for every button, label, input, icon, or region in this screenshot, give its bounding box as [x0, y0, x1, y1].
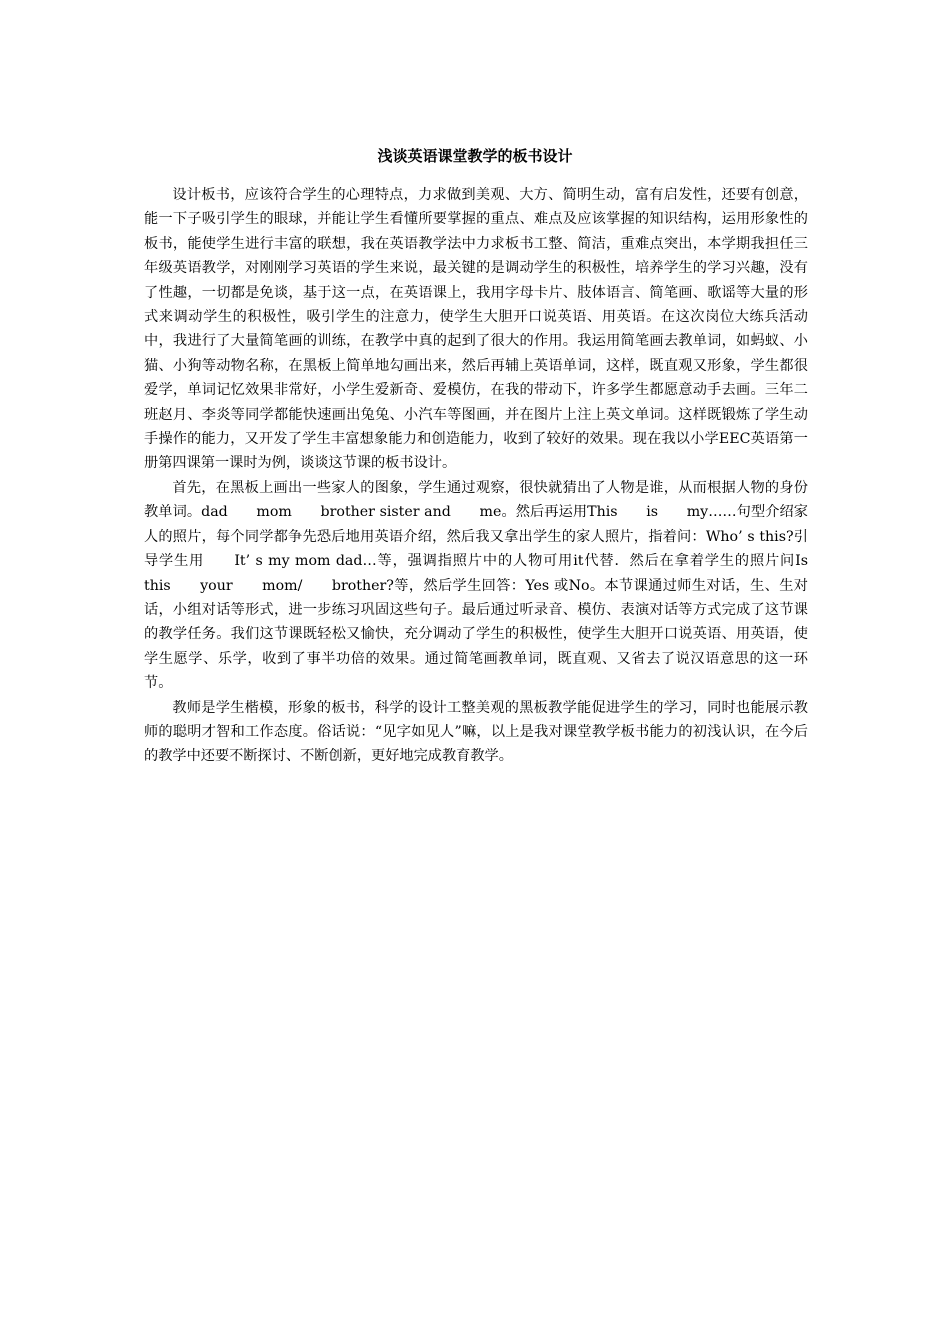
- body-paragraph-3: 教师是学生楷模，形象的板书，科学的设计工整美观的黑板教学能促进学生的学习，同时也能展示教师的聪明才智和工作态度。俗话说：“见字如见人”嘛，以上是我对课堂教学板书能力的初浅认识，在今后的教学中还要不断探讨、不断创新，更好地完成教育教学。: [144, 699, 808, 765]
- body-paragraph-1: 设计板书，应该符合学生的心理特点，力求做到美观、大方、简明生动，富有启发性，还要有创意，能一下子吸引学生的眼球，并能让学生看懂所要掌握的重点、难点及应该掌握的知识结构，运用形象性的板书，能使学生进行丰富的联想，我在英语教学法中力求板书工整、简洁，重难点突出，本学期我担任三年级英语教学，对刚刚学习英语的学生来说，最关键的是调动学生的积极性，培养学生的学习兴趣，没有了性趣，一切都是免谈，基于这一点，在英语课上，我用字母卡片、肢体语言、简笔画、歌谣等大量的形式来调动学生的积极性，吸引学生的注意力，使学生大胆开口说英语、用英语。在这次岗位大练兵活动中，我进行了大量简笔画的训练，在教学中真的起到了很大的作用。我运用简笔画去教单词，如蚂蚁、小猫、小狗等动物名称，在黑板上简单地勾画出来，然后再辅上英语单词，这样，既直观又形象，学生都很爱学，单词记忆效果非常好，小学生爱新奇、爱模仿，在我的带动下，许多学生都愿意动手去画。三年二班赵月、李炎等同学都能快速画出兔兔、小汽车等图画，并在图片上注上英文单词。这样既锻炼了学生动手操作的能力，又开发了学生丰富想象能力和创造能力，收到了较好的效果。现在我以小学EEC英语第一册第四课第一课时为例，谈谈这节课的板书设计。: [144, 187, 808, 472]
- body-paragraph-2: 首先，在黑板上画出一些家人的图象，学生通过观察，很快就猜出了人物是谁，从而根据人物的身份教单词。dad mom brother sister and me。然后再运用This is my……句型介绍家人的照片，每个同学都争先恐后地用英语介绍，然后我又拿出学生的家人照片，指着问：Who’ s this?引导学生用 It’ s my mom dad…等，强调指照片中的人物可用it代替．然后在拿着学生的照片问Is this your mom/ brother?等，然后学生回答：Yes 或No。本节课通过师生对话，生、生对话，小组对话等形式，进一步练习巩固这些句子。最后通过听录音、模仿、表演对话等方式完成了这节课的教学任务。我们这节课既轻松又愉快，充分调动了学生的积极性，使学生大胆开口说英语、用英语，使学生愿学、乐学，收到了事半功倍的效果。通过简笔画教单词，既直观、又省去了说汉语意思的这一环节。: [144, 479, 837, 692]
- document-body: [144, 183, 837, 769]
- document-title: 浅谈英语课堂教学的板书设计: [377, 147, 573, 165]
